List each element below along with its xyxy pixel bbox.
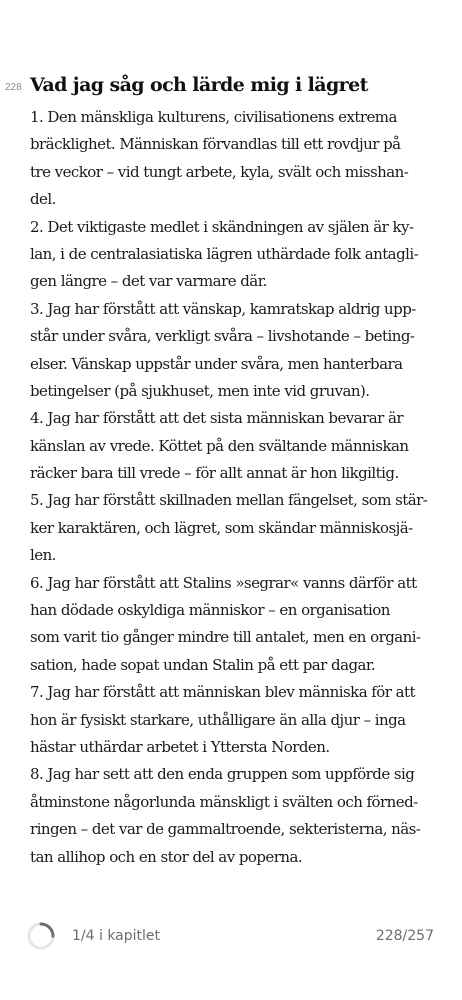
chapter-title: Vad jag såg och lärde mig i lägret bbox=[30, 74, 368, 96]
text-line: len. bbox=[30, 546, 56, 565]
text-line: står under svåra, verkligt svåra – livshotande – beting- bbox=[30, 327, 415, 346]
text-line: 6. Jag har förstått att Stalins »segrar« vanns därför att bbox=[30, 573, 417, 592]
text-line: tre veckor – vid tungt arbete, kyla, svält och misshan- bbox=[30, 162, 409, 181]
text-line: som varit tio gånger mindre till antalet, men en organi- bbox=[30, 628, 421, 647]
text-line: 7. Jag har förstått att människan blev människa för att bbox=[30, 683, 415, 702]
chapter-progress-ring-icon bbox=[26, 921, 56, 951]
text-line: känslan av vrede. Köttet på den svältande människan bbox=[30, 436, 409, 455]
text-line: 3. Jag har förstått att vänskap, kamratskap aldrig upp- bbox=[30, 299, 416, 318]
text-line: bräcklighet. Människan förvandlas till ett rovdjur på bbox=[30, 135, 401, 154]
text-line: hästar uthärdar arbetet i Yttersta Norden. bbox=[30, 737, 330, 756]
text-line: tan allihop och en stor del av poperna. bbox=[30, 847, 303, 866]
text-line: han dödade oskyldiga människor – en organisation bbox=[30, 601, 390, 620]
text-line: 1. Den mänskliga kulturens, civilisationens extrema bbox=[30, 108, 397, 126]
text-line: åtminstone någorlunda mänskligt i svälten och förned- bbox=[30, 792, 418, 811]
text-line: sation, hade sopat undan Stalin på ett par dagar. bbox=[30, 655, 376, 674]
chapter-header bbox=[0, 74, 462, 104]
chapter-progress-label: 1/4 i kapitlet bbox=[72, 928, 161, 944]
text-line: hon är fysiskt starkare, uthålligare än alla djur – inga bbox=[30, 710, 406, 729]
text-line: 8. Jag har sett att den enda gruppen som uppförde sig bbox=[30, 765, 415, 784]
text-line: 5. Jag har förstått skillnaden mellan fängelset, som stär- bbox=[30, 491, 428, 510]
text-line: lan, i de centralasiatiska lägren uthärdade folk antagli- bbox=[30, 244, 419, 263]
text-line: elser. Vänskap uppstår under svåra, men hanterbara bbox=[30, 354, 403, 373]
text-line: 2. Det viktigaste medlet i skändningen av själen är ky- bbox=[30, 217, 414, 236]
text-line: 4. Jag har förstått att det sista människan bevarar är bbox=[30, 409, 403, 428]
text-line: del. bbox=[30, 190, 56, 209]
text-line: ringen – det var de gammaltroende, sekteristerna, näs- bbox=[30, 820, 421, 839]
text-line: betingelser (på sjukhuset, men inte vid gruvan). bbox=[30, 381, 370, 400]
margin-page-marker: 228 bbox=[5, 82, 22, 93]
body-text[interactable] bbox=[30, 104, 450, 871]
text-line: ker karaktären, och lägret, som skändar människosjä- bbox=[30, 518, 413, 537]
text-line: räcker bara till vrede – för allt annat är hon likgiltig. bbox=[30, 464, 399, 483]
text-line: gen längre – det var varmare där. bbox=[30, 272, 267, 291]
reader-footer bbox=[0, 918, 462, 958]
page-counter: 228/257 bbox=[375, 928, 434, 944]
